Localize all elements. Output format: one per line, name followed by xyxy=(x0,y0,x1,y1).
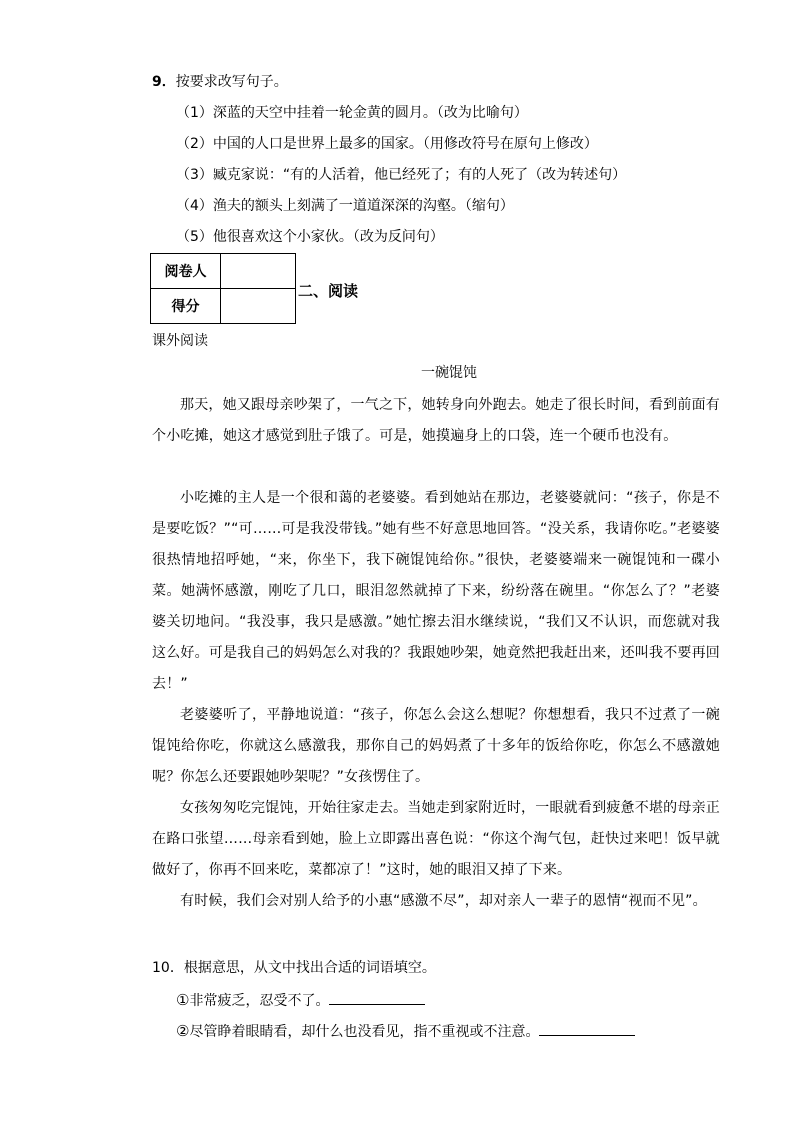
answer-blank-2[interactable] xyxy=(539,1020,635,1036)
story-paragraph-1: 那天，她又跟母亲吵架了，一气之下，她转身向外跑去。她走了很长时间，看到前面有个小吃摊，她这才感觉到肚子饿了。可是，她摸遍身上的口袋，连一个硬币也没有。 xyxy=(152,397,720,444)
question-10-item-2-text: 尽管睁着眼睛看，却什么也没看见，指不重视或不注意。 xyxy=(189,1024,540,1040)
score-table xyxy=(150,253,296,324)
circled-number-2: ② xyxy=(176,1022,190,1040)
question-10-prompt: 根据意思，从文中找出合适的词语填空。 xyxy=(183,960,436,976)
answer-blank-1[interactable] xyxy=(329,989,425,1005)
question-9-item-5: （5）他很喜欢这个小家伙。（改为反问句） xyxy=(176,229,444,245)
story-paragraph-3: 老婆婆听了，平静地说道：“孩子，你怎么会这么想呢？你想想看，我只不过煮了一碗馄饨给你吃，你就这么感激我，那你自己的妈妈煮了十多年的饭给你吃，你怎么不感激她呢？你怎么还要跟她吵架呢？”女孩愣住了。 xyxy=(152,707,720,785)
score-cell xyxy=(221,289,296,324)
question-10-title xyxy=(152,958,436,978)
story-paragraph-2: 小吃摊的主人是一个很和蔼的老婆婆。看到她站在那边，老婆婆就问：“孩子，你是不是要吃饭？”“可……可是我没带钱。”她有些不好意思地回答。“没关系，我请你吃。”老婆婆很热情地招呼她，“来，你坐下，我下碗馄饨给你。”很快，老婆婆端来一碗馄饨和一碟小菜。她满怀感激，刚吃了几口，眼泪忽然就掉了下来，纷纷落在碗里。“你怎么了？”老婆婆关切地问。“我没事，我只是感激。”她忙擦去泪水继续说，“我们又不认识，而您就对我这么好。可是我自己的妈妈怎么对我的？我跟她吵架，她竟然把我赶出来，还叫我不要再回去！” xyxy=(152,490,720,692)
story-title: 一碗馄饨 xyxy=(421,365,477,381)
score-table-row-reviewer xyxy=(151,254,296,289)
question-10-item-1 xyxy=(176,989,425,1011)
story-paragraph-4: 女孩匆匆吃完馄饨，开始往家走去。当她走到家附近时，一眼就看到疲惫不堪的母亲正在路口张望……母亲看到她，脸上立即露出喜色说：“你这个淘气包，赶快过来吧！饭早就做好了，你再不回来吃，菜都凉了！”这时，她的眼泪又掉了下来。 xyxy=(152,800,720,878)
question-10-number: 10． xyxy=(152,960,184,976)
subsection-title: 课外阅读 xyxy=(152,333,208,349)
score-label: 得分 xyxy=(151,289,221,324)
question-9-item-3: （3）臧克家说：“有的人活着，他已经死了；有的人死了（改为转述句） xyxy=(176,167,627,183)
circled-number-1: ① xyxy=(176,991,190,1009)
score-table-row-score xyxy=(151,289,296,324)
question-9-item-2: （2）中国的人口是世界上最多的国家。（用修改符号在原句上修改） xyxy=(176,136,598,152)
question-9-item-4: （4）渔夫的额头上刻满了一道道深深的沟壑。（缩句） xyxy=(176,198,514,214)
question-9-prompt: 按要求改写句子。 xyxy=(175,74,288,90)
question-9-title xyxy=(152,72,288,92)
story-paragraph-5: 有时候，我们会对别人给予的小惠“感激不尽”，却对亲人一辈子的恩情“视而不见”。 xyxy=(180,893,707,909)
section-title: 二、阅读 xyxy=(298,282,359,300)
reviewer-cell xyxy=(221,254,296,289)
question-9-item-1: （1）深蓝的天空中挂着一轮金黄的圆月。（改为比喻句） xyxy=(176,105,528,121)
question-9-number: 9． xyxy=(152,74,176,90)
question-10-item-2 xyxy=(176,1020,635,1042)
reviewer-label: 阅卷人 xyxy=(151,254,221,289)
question-10-item-1-text: 非常疲乏，忍受不了。 xyxy=(189,993,330,1009)
